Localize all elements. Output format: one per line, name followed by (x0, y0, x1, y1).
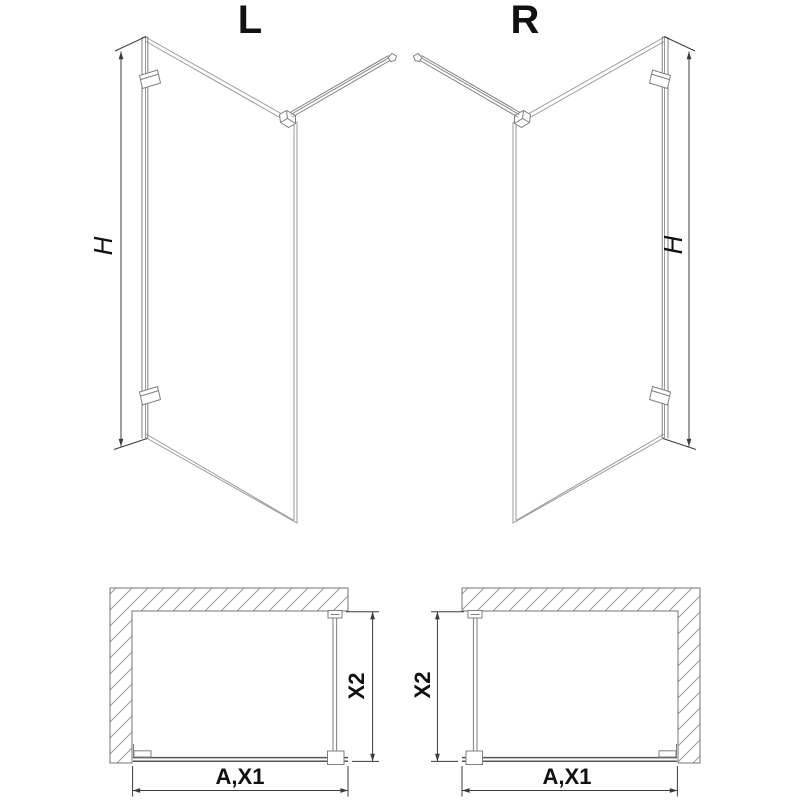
height-dimension-label-right: H (658, 235, 688, 255)
left-3d-view (114, 37, 397, 524)
height-dimension-label-left: H (88, 236, 118, 256)
left-plan-wall-hatch (110, 588, 348, 763)
depth-dimension-label-right: X2 (409, 671, 435, 699)
width-dimension-label-right: A,X1 (542, 764, 592, 789)
right-3d-view (414, 37, 697, 524)
right-plan-wall-hatch (462, 588, 700, 763)
variant-label-left: L (237, 0, 263, 42)
depth-dimension-label-left: X2 (343, 672, 369, 700)
variant-label-right: R (510, 0, 540, 42)
width-dimension-label-left: A,X1 (215, 764, 265, 789)
